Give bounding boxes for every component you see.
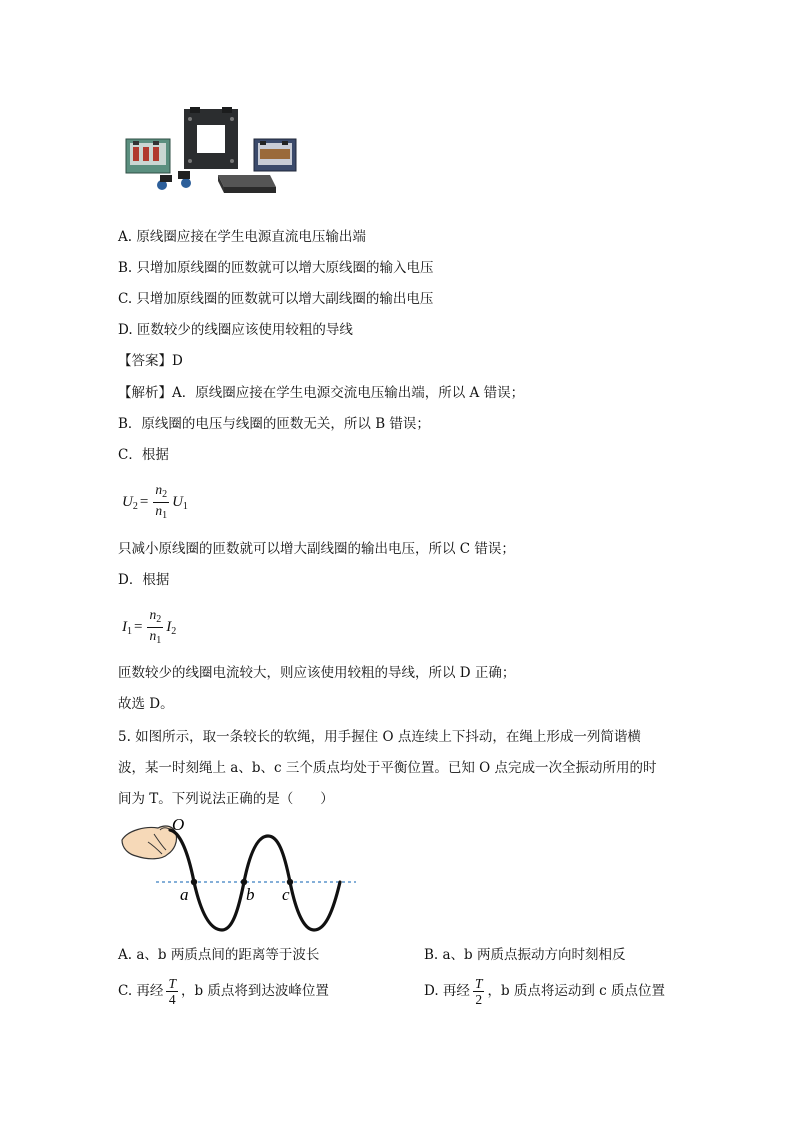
label-b: b: [246, 885, 255, 904]
formula1-rhs: $U_1$: [172, 493, 188, 512]
q5-option-d-suffix: ，b 质点将运动到 c 质点位置: [487, 983, 666, 999]
iron-bar: [218, 175, 276, 193]
formula2-eq: =: [134, 619, 143, 635]
label-o: O: [172, 815, 185, 834]
analysis-b: B．原线圈的电压与线圈的匝数无关，所以 B 错误；: [118, 416, 430, 432]
q4-option-b: B. 只增加原线圈的匝数就可以增大原线圈的输入电压: [118, 260, 434, 276]
q5-option-d-fraction: $\frac{T}{2}$: [474, 975, 483, 1007]
terminal-knobs: [157, 171, 191, 190]
label-c: c: [282, 885, 290, 904]
transformer-apparatus-figure: [120, 105, 305, 200]
analysis-d-result: 匝数较少的线圈电流较大，则应该使用较粗的导线，所以 D 正确；: [118, 665, 516, 681]
right-coil-box: [254, 139, 296, 171]
iron-core: [184, 107, 238, 169]
q5-option-c-fraction: $\frac{T}{4}$: [168, 975, 176, 1007]
q5-stem-line-1: 5. 如图所示，取一条较长的软绳，用手握住 O 点连续上下抖动，在绳上形成一列简谐横: [118, 729, 641, 745]
q4-option-a: A. 原线圈应接在学生电源直流电压输出端: [118, 229, 366, 245]
q5-option-c-prefix: C. 再经: [118, 983, 164, 999]
q5-option-c-suffix: ，b 质点将到达波峰位置: [180, 983, 329, 999]
q5-option-b: B. a、b 两质点振动方向时刻相反: [424, 947, 626, 963]
q5-stem-line-2: 波，某一时刻绳上 a、b、c 三个质点均处于平衡位置。已知 O 点完成一次全振动所用的时: [118, 760, 657, 776]
point-a: [191, 879, 197, 885]
rope-wave-figure: [118, 812, 368, 940]
q5-option-d-prefix: D. 再经: [424, 983, 470, 999]
hand-icon: [122, 826, 177, 859]
analysis-c-intro: C．根据: [118, 447, 169, 463]
analysis-c-result: 只减小原线圈的匝数就可以增大副线圈的输出电压，所以 C 错误；: [118, 541, 515, 557]
q4-option-d: D. 匝数较少的线圈应该使用较粗的导线: [118, 322, 353, 338]
formula2-rhs: $I_2$: [166, 618, 177, 637]
q5-option-c: [118, 972, 329, 1010]
formula1-eq: =: [139, 494, 149, 510]
analysis-conclusion: 故选 D。: [118, 696, 174, 712]
formula2-fraction: $\frac{n_2}{n_1}$: [149, 607, 162, 646]
left-coil-box: [126, 139, 170, 173]
analysis-d-intro: D．根据: [118, 572, 170, 588]
formula-current-ratio: [122, 607, 176, 648]
formula2-lhs: $I_1$: [122, 618, 132, 637]
q4-option-c: C. 只增加原线圈的匝数就可以增大副线圈的输出电压: [118, 291, 434, 307]
q5-option-a: A. a、b 两质点间的距离等于波长: [118, 947, 320, 963]
label-a: a: [180, 885, 189, 904]
q5-option-d: [424, 972, 665, 1010]
formula-voltage-ratio: [122, 482, 188, 523]
formula1-lhs: $U_2$: [122, 493, 138, 512]
q5-stem-line-3: 间为 T。下列说法正确的是（ ）: [118, 791, 334, 807]
analysis-a: 【解析】A．原线圈应接在学生电源交流电压输出端，所以 A 错误；: [118, 385, 525, 401]
formula1-fraction: $\frac{n_2}{n_1}$: [155, 482, 168, 521]
answer-line: 【答案】D: [118, 353, 183, 369]
